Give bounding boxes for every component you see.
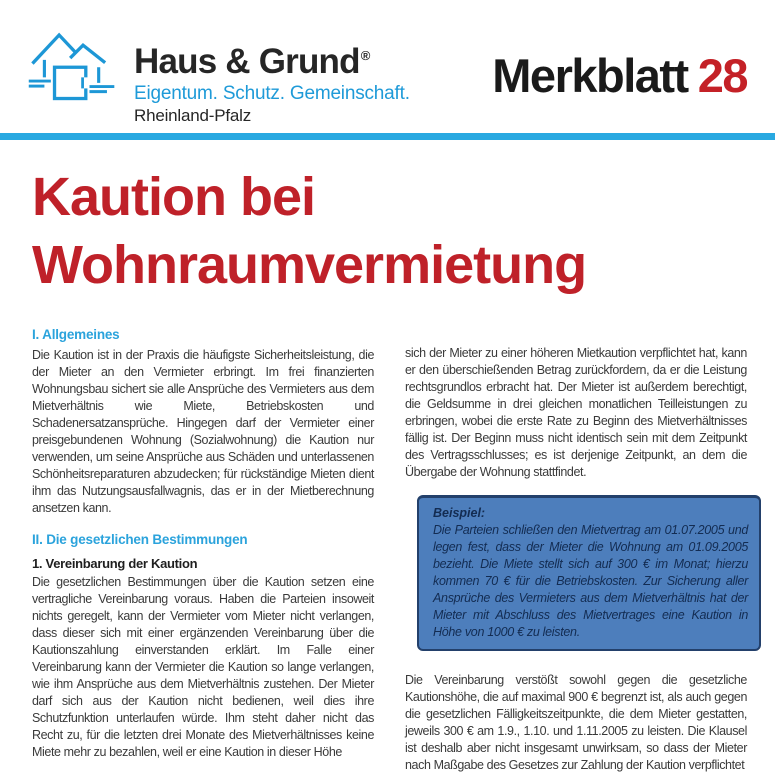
page-title: Kaution bei Wohnraumvermietung — [32, 167, 587, 295]
paragraph-closing: Die Vereinbarung verstößt sowohl gegen die gesetzliche Kautionshöhe, die auf maximal 900 € begrenzt ist, als auch gegen die gesetzlichen Fälligkeitszeitpunkte, die dem Mieter gestatten, jeweils 300 € am 1.9., 1.10. und 1.11.2005 zu leisten. Die Klausel ist deshalb aber nicht insgesamt unwirksam, so dass der Mieter nach Maßgabe des Gesetzes zur Zahlung der Kaution verpflichtet — [405, 673, 747, 772]
masthead — [492, 48, 747, 103]
header — [0, 0, 775, 133]
brand-text — [134, 44, 410, 124]
paragraph-allgemeines: Die Kaution ist in der Praxis die häufigste Sicherheitsleistung, die der Mieter an den Vermieter erbringt. Im frei finanzierten Wohnungsbau sichert sie alle Ansprüche des Vermieters aus dem Mietverhältnis wie Miete, Betriebskosten und Schadenersatzansprüche. Hingegen darf der Vermieter einer preisgebundenen Wohnung (Sozialwohnung) die Kaution nur verwenden, um seine Ansprüche aus Schäden und unterlassenen Schönheitsreparaturen abzudecken; für rückständige Mieten dient ihm das Nutzungsausfallwagnis, das er in der Mietberechnung ansetzen kann. — [32, 348, 374, 515]
example-box-text: Die Parteien schließen den Mietvertrag am 01.07.2005 und legen fest, dass der Mieter die Wohnung am 01.09.2005 bezieht. Die Miete stellt sich auf 300 € im Monat; hierzu kommen 70 € für die Betriebskosten. Zur Sicherung aller Ansprüche des Vermieters aus dem Mietverhältnis hat der Mieter mit Abschluss des Mietvertrages eine Kaution in Höhe von 1000 € zu leisten. — [433, 523, 748, 639]
brand-name — [134, 44, 410, 79]
registered-mark: ® — [360, 48, 370, 64]
brand-tagline: Eigentum. Schutz. Gemeinschaft. — [134, 83, 410, 104]
heading-allgemeines: I. Allgemeines — [32, 327, 120, 342]
subheading-vereinbarung-der-kaution: 1. Vereinbarung der Kaution — [32, 556, 198, 571]
brand-name-label: Haus & Grund — [134, 42, 360, 81]
example-box-label: Beispiel: — [433, 506, 486, 520]
paragraph-vereinbarung: Die gesetzlichen Bestimmungen über die Kaution setzen eine vertragliche Vereinbarung voraus. Haben die Parteien insoweit nichts geregelt, kann der Vermieter vom Mieter nicht verlangen, dass dieser sich mit einer ergänzenden Vereinbarung über die Kautionszahlung einverstanden erklärt. Im Falle einer Vereinbarung kann der Vermieter die Kaution so lange verlangen, wie ihm Ansprüche aus dem Mietverhältnis zustehen. Der Mieter darf sich aus der Kaution nicht bedienen, weil dies ihre Schutzfunktion unterlaufen würde. Ihm steht daher nicht das Recht zu, für die letzten drei Monate des Mietverhältnisses keine Miete mehr zu bezahlen, weil er eine Kaution in dieser Höhe — [32, 575, 374, 759]
masthead-label: Merkblatt — [492, 49, 688, 102]
example-box — [417, 495, 761, 651]
text-columns — [32, 327, 746, 774]
masthead-number: 28 — [697, 49, 747, 102]
brand — [26, 24, 410, 124]
haus-und-grund-logo-icon — [26, 24, 118, 116]
brand-region: Rheinland-Pfalz — [134, 106, 252, 125]
heading-gesetzliche-bestimmungen: II. Die gesetzlichen Bestimmungen — [32, 532, 248, 547]
right-column — [405, 327, 747, 774]
left-column — [32, 327, 374, 774]
paragraph-continuation: sich der Mieter zu einer höheren Mietkaution verpflichtet hat, kann er den überschießenden Betrag zurückfordern, da er die Leistung rechtsgrundlos erbracht hat. Der Mieter ist außerdem berechtigt, die Geldsumme in drei gleichen monatlichen Teilleistungen zu erbringen, wobei die erste Rate zu Beginn des Mietverhältnisses fällig ist. Der Beginn muss nicht identisch sein mit dem Zeitpunkt des Vertragsschlusses; es ist derjenige Zeitpunkt, an dem die Übergabe der Wohnung stattfindet. — [405, 346, 747, 479]
header-rule — [0, 133, 775, 140]
